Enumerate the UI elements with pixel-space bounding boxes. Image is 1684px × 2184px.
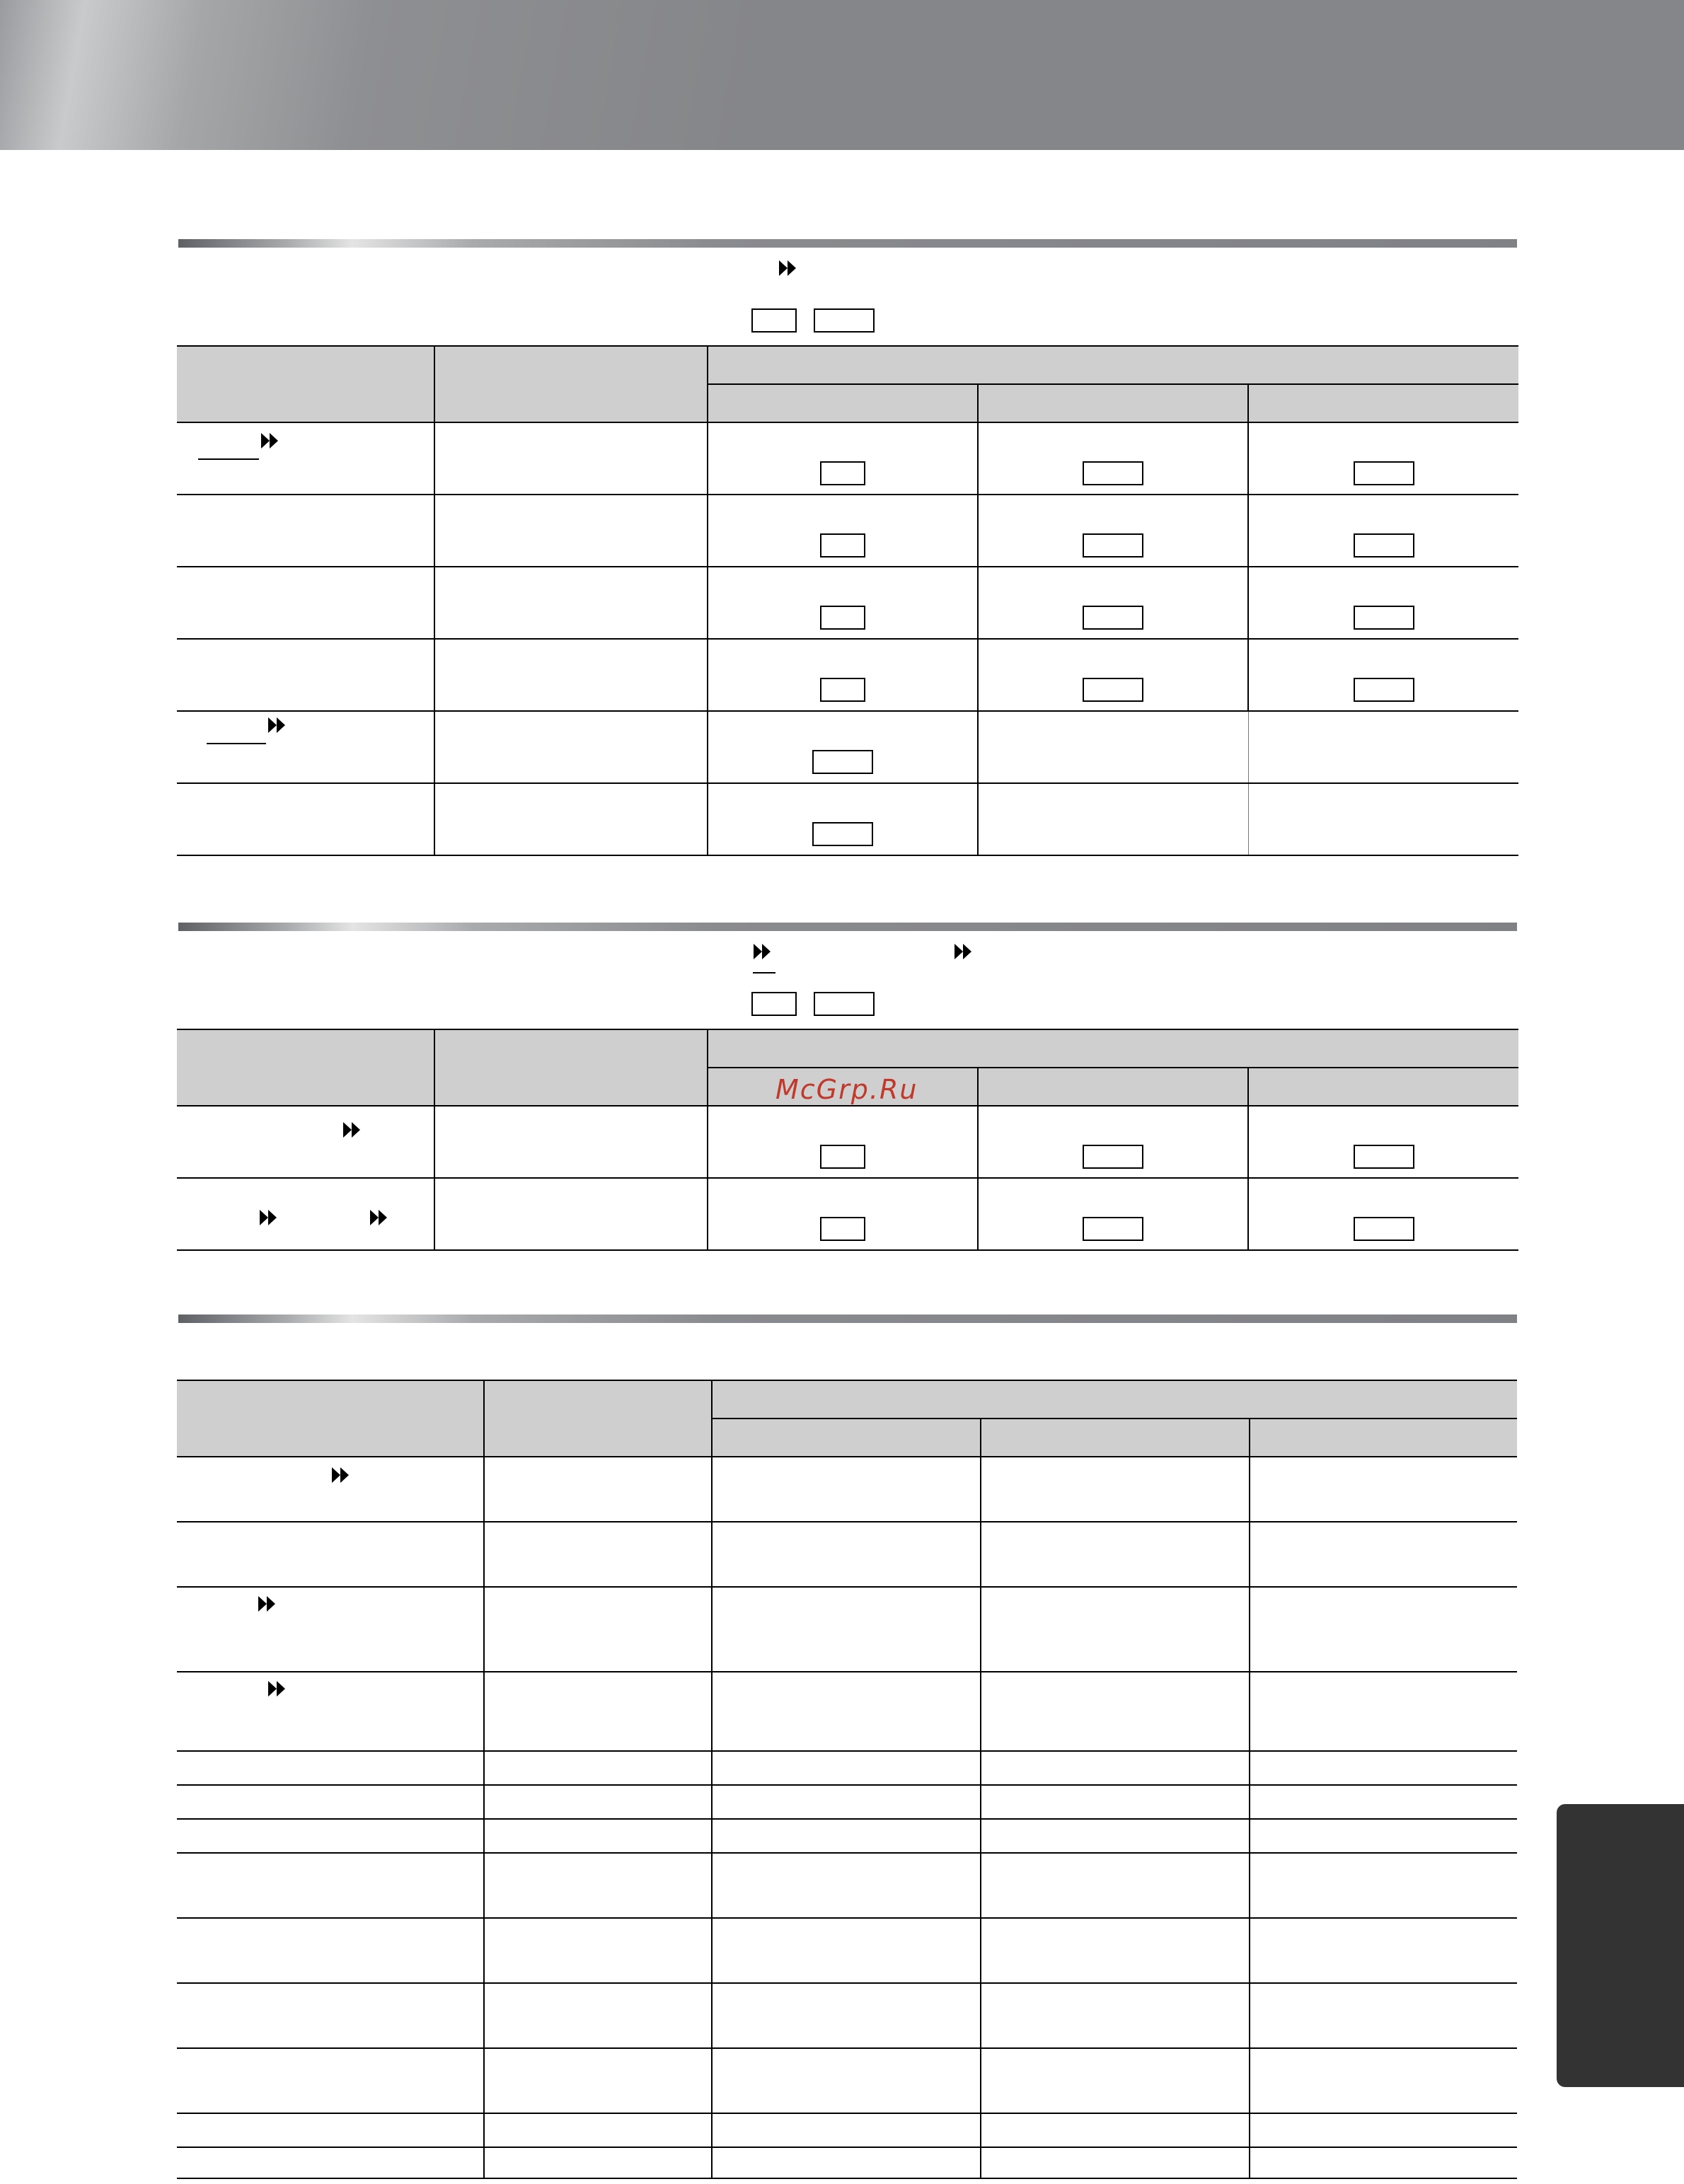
key-label-box — [820, 1217, 865, 1241]
table-cell — [978, 1178, 1248, 1250]
table-cell — [434, 639, 708, 711]
table-cell — [177, 1853, 484, 1918]
key-label-box — [1083, 1217, 1143, 1241]
key-label-box — [1354, 461, 1414, 485]
table-cell — [1250, 2048, 1517, 2113]
table-cell — [1250, 1983, 1517, 2048]
table-cell — [484, 1918, 712, 1983]
table-cell — [712, 1819, 981, 1853]
table-cell — [712, 1751, 981, 1785]
table-cell — [712, 2048, 981, 2113]
table-cell — [708, 1106, 978, 1178]
table-cell — [1250, 1457, 1517, 1522]
key-label-box — [1354, 533, 1414, 557]
table-cell — [981, 1457, 1250, 1522]
table-cell — [177, 783, 434, 855]
table-cell — [1248, 422, 1518, 495]
table-cell — [708, 783, 978, 855]
table-cell — [177, 1672, 484, 1751]
forward-reference-icon — [266, 715, 287, 736]
table-cell — [708, 1178, 978, 1250]
chapter-side-tab — [1557, 1804, 1684, 2087]
table-cell — [978, 495, 1248, 567]
key-label-box — [812, 750, 873, 774]
key-label-box — [751, 308, 797, 333]
table-cell — [177, 639, 434, 711]
forward-reference-icon — [341, 1119, 362, 1140]
table-cell — [1250, 1853, 1517, 1918]
table-cell — [484, 1587, 712, 1672]
table-cell — [708, 422, 978, 495]
table-cell — [712, 1457, 981, 1522]
key-label-box — [812, 822, 873, 846]
table-cell — [177, 1522, 484, 1587]
key-label-box — [820, 461, 865, 485]
table-row — [177, 2113, 1517, 2147]
table-cell — [708, 711, 978, 783]
key-label-box — [820, 606, 865, 630]
table-cell — [177, 1587, 484, 1672]
table-cell — [177, 1918, 484, 1983]
table-row — [177, 711, 1518, 783]
table-cell — [177, 495, 434, 567]
header-band — [0, 0, 1684, 150]
table-cell — [978, 567, 1248, 639]
table-header-cell — [177, 346, 434, 422]
table-row — [177, 2048, 1517, 2113]
table-cell — [1250, 1918, 1517, 1983]
table-cell — [1248, 711, 1518, 783]
table-cell — [978, 783, 1248, 855]
table-cell — [177, 711, 434, 783]
table-cell — [1250, 1751, 1517, 1785]
forward-reference-icon — [266, 1678, 287, 1699]
table-cell — [712, 1918, 981, 1983]
key-label-box — [1354, 1217, 1414, 1241]
table-cell — [708, 639, 978, 711]
table-cell — [177, 1751, 484, 1785]
table-cell — [484, 1785, 712, 1819]
table-row — [177, 422, 1518, 495]
table-row — [177, 639, 1518, 711]
table-cell — [981, 2113, 1250, 2147]
key-label-box — [820, 533, 865, 557]
table-cell — [1250, 1587, 1517, 1672]
table-cell — [1248, 783, 1518, 855]
table-cell — [484, 1751, 712, 1785]
table-cell — [1250, 2113, 1517, 2147]
table-cell — [981, 1751, 1250, 1785]
table-cell — [1250, 1522, 1517, 1587]
watermark-text: McGrp.Ru — [775, 1074, 918, 1105]
table-row — [177, 1785, 1517, 1819]
forward-reference-icon — [258, 1207, 279, 1228]
table-row — [177, 1106, 1518, 1178]
section-divider-bar — [178, 239, 1517, 248]
section-divider-bar — [178, 1315, 1517, 1323]
table-cell — [712, 1983, 981, 2048]
table-cell — [177, 2048, 484, 2113]
table-cell — [981, 1983, 1250, 2048]
table-row — [177, 1522, 1517, 1587]
table-header-cell — [484, 1380, 712, 1457]
table-cell — [978, 639, 1248, 711]
table-cell — [434, 495, 708, 567]
table-cell — [177, 1785, 484, 1819]
table-cell — [981, 1522, 1250, 1587]
table-cell — [1248, 567, 1518, 639]
key-label-box — [814, 992, 875, 1016]
key-label-box — [1083, 533, 1143, 557]
table-header-cell — [434, 1029, 708, 1106]
table-header-cell — [708, 346, 1518, 384]
table-cell — [708, 567, 978, 639]
table-cell — [484, 1457, 712, 1522]
table-cell — [484, 2048, 712, 2113]
table-cell — [484, 1672, 712, 1751]
table-cell — [981, 1918, 1250, 1983]
table-cell — [434, 1178, 708, 1250]
table-cell — [434, 711, 708, 783]
table-header-cell — [708, 1029, 1518, 1068]
table-cell — [712, 2113, 981, 2147]
section-divider-bar — [178, 923, 1517, 931]
table-cell — [177, 2147, 484, 2178]
settings-table — [177, 1029, 1518, 1251]
table-cell — [981, 1785, 1250, 1819]
table-header-cell — [712, 1419, 981, 1457]
table-row — [177, 2147, 1517, 2178]
forward-reference-icon — [259, 430, 280, 451]
table-cell — [177, 2113, 484, 2147]
table-cell — [434, 783, 708, 855]
table-cell — [712, 1672, 981, 1751]
table-header-cell — [712, 1380, 1517, 1419]
table-cell — [484, 2113, 712, 2147]
table-row — [177, 1178, 1518, 1250]
table-cell — [484, 1983, 712, 2048]
table-cell — [981, 1587, 1250, 1672]
table-cell — [1248, 1106, 1518, 1178]
table-cell — [434, 1106, 708, 1178]
forward-reference-icon — [256, 1593, 277, 1614]
key-label-box — [820, 678, 865, 702]
table-row — [177, 1983, 1517, 2048]
table-header-cell — [1248, 384, 1518, 422]
table-header-cell — [177, 1029, 434, 1106]
key-label-box — [1083, 461, 1143, 485]
table-cell — [177, 1106, 434, 1178]
forward-reference-icon — [330, 1464, 351, 1486]
table-cell — [1250, 2147, 1517, 2178]
table-header-cell — [978, 384, 1248, 422]
table-row — [177, 567, 1518, 639]
table-cell — [978, 1106, 1248, 1178]
table-row — [177, 1918, 1517, 1983]
table-cell — [1250, 1672, 1517, 1751]
forward-reference-icon — [368, 1207, 389, 1228]
table-cell — [712, 1587, 981, 1672]
table-header-cell — [978, 1068, 1248, 1106]
table-cell — [978, 422, 1248, 495]
table-row — [177, 1587, 1517, 1672]
table-row — [177, 495, 1518, 567]
table-cell — [177, 422, 434, 495]
table-cell — [1248, 639, 1518, 711]
table-cell — [177, 1983, 484, 2048]
table-cell — [177, 567, 434, 639]
key-label-box — [1354, 606, 1414, 630]
table-row — [177, 1672, 1517, 1751]
table-cell — [177, 1178, 434, 1250]
key-label-box — [814, 308, 875, 333]
table-cell — [712, 1522, 981, 1587]
table-row — [177, 783, 1518, 855]
table-cell — [484, 1853, 712, 1918]
table-row — [177, 1751, 1517, 1785]
table-cell — [1250, 1819, 1517, 1853]
table-cell — [712, 1785, 981, 1819]
key-label-box — [1083, 1145, 1143, 1169]
table-cell — [434, 567, 708, 639]
table-cell — [978, 711, 1248, 783]
table-cell — [712, 1853, 981, 1918]
table-cell — [177, 1457, 484, 1522]
table-cell — [434, 422, 708, 495]
table-cell — [981, 2147, 1250, 2178]
forward-reference-icon — [777, 258, 798, 279]
key-label-box — [1354, 678, 1414, 702]
table-header-cell — [1248, 1068, 1518, 1106]
table-cell — [708, 495, 978, 567]
key-label-box — [1083, 678, 1143, 702]
table-cell — [981, 1853, 1250, 1918]
table-header-cell — [981, 1419, 1250, 1457]
table-cell — [981, 1819, 1250, 1853]
table-cell — [484, 1522, 712, 1587]
table-header-cell — [708, 384, 978, 422]
table-cell — [1248, 1178, 1518, 1250]
key-label-box — [1354, 1145, 1414, 1169]
settings-table — [177, 1380, 1517, 2179]
table-header-cell — [434, 346, 708, 422]
table-row — [177, 1819, 1517, 1853]
key-label-box — [1083, 606, 1143, 630]
table-cell — [981, 1672, 1250, 1751]
key-label-box — [751, 992, 797, 1016]
forward-reference-icon — [952, 941, 974, 962]
key-label-box — [820, 1145, 865, 1169]
table-row — [177, 1457, 1517, 1522]
forward-reference-icon — [751, 941, 773, 962]
table-cell — [177, 1819, 484, 1853]
table-header-cell — [177, 1380, 484, 1457]
table-header-cell — [1250, 1419, 1517, 1457]
settings-table — [177, 345, 1518, 856]
table-cell — [484, 2147, 712, 2178]
table-cell — [1248, 495, 1518, 567]
table-cell — [1250, 1785, 1517, 1819]
table-cell — [712, 2147, 981, 2178]
table-cell — [981, 2048, 1250, 2113]
table-row — [177, 1853, 1517, 1918]
table-cell — [484, 1819, 712, 1853]
